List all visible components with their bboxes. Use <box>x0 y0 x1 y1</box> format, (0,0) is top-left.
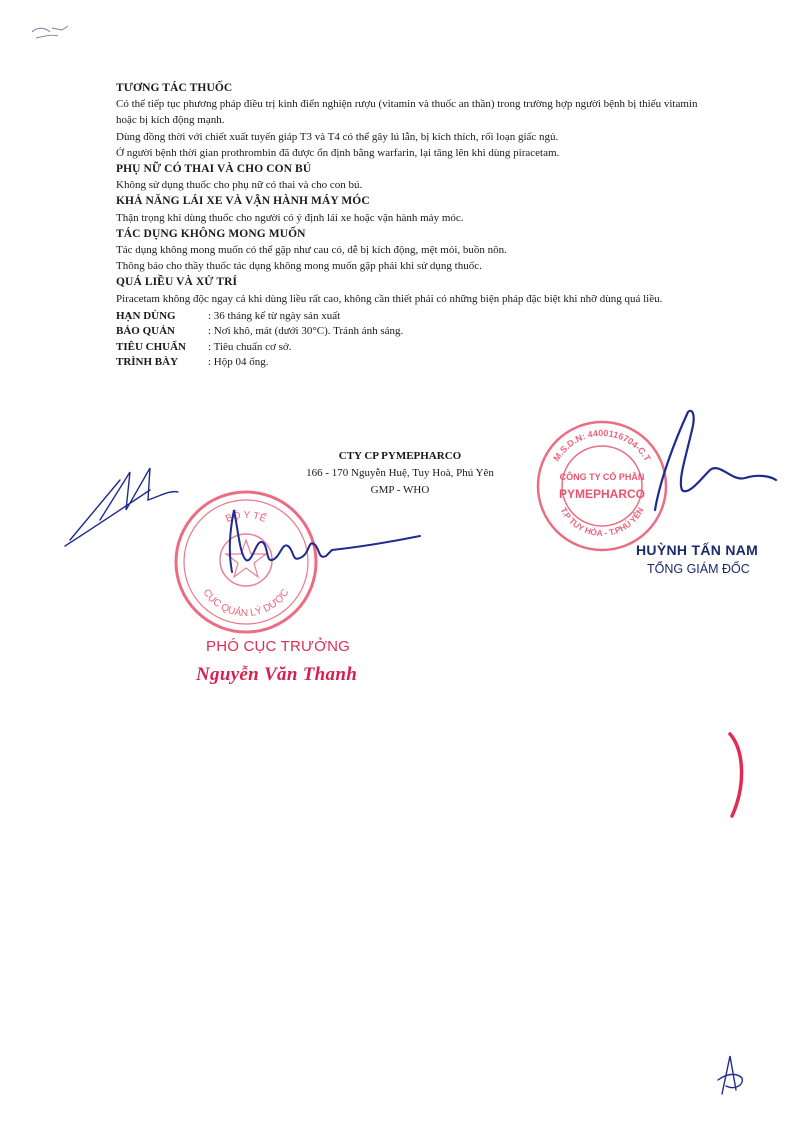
red-edge-mark <box>722 730 752 820</box>
spec-value: : Tiêu chuẩn cơ sở. <box>208 340 292 353</box>
company-stamp-line2: PYMEPHARCO <box>558 487 646 501</box>
section-overdose <box>116 274 701 306</box>
paragraph: Dùng đồng thời với chiết xuất tuyến giáp T3 và T4 có thể gây lú lẫn, bị kích thích, rối loạn giấc ngủ. <box>116 130 559 143</box>
corner-scribble <box>28 20 78 50</box>
company-stamp-ring-text: M.S.D.N: 4400116704-C.T <box>551 427 653 464</box>
section-pregnancy <box>116 161 701 193</box>
paragraph: Có thể tiếp tục phương pháp điều trị kinh điển nghiện rượu (vitamin và thuốc an thần) trong trường hợp người bệnh bị thiếu vitamin hoặc bị kích động mạnh. <box>116 98 698 127</box>
section-heading: KHẢ NĂNG LÁI XE VÀ VẬN HÀNH MÁY MÓC <box>116 195 370 208</box>
spec-label: TRÌNH BÀY <box>116 356 179 369</box>
ministry-stamp-top-text: BỘ Y TẾ <box>224 509 268 525</box>
paragraph: Thận trọng khi dùng thuốc cho người có ý định lái xe hoặc vận hành máy móc. <box>116 211 464 224</box>
section-heading: PHỤ NỮ CÓ THAI VÀ CHO CON BÚ <box>116 163 312 176</box>
spec-value: : Nơi khô, mát (dưới 30°C). Tránh ánh sáng. <box>208 325 404 338</box>
ministry-stamp-bottom-text: CỤC QUẢN LÝ DƯỢC <box>200 587 292 620</box>
spec-row <box>116 324 701 340</box>
spec-row <box>116 355 701 371</box>
spec-row <box>116 309 701 325</box>
director-name: HUỲNH TẤN NAM <box>636 542 759 558</box>
company-stamp-line1: CÔNG TY CỔ PHẦN <box>559 472 645 482</box>
spec-label: TIÊU CHUẨN <box>116 340 186 353</box>
deputy-name: Nguyễn Văn Thanh <box>196 664 358 685</box>
section-drug-interactions <box>116 80 701 161</box>
section-heading: TƯƠNG TÁC THUỐC <box>116 82 233 94</box>
section-driving <box>116 193 701 225</box>
spec-value: : 36 tháng kể từ ngày sản xuất <box>208 309 341 322</box>
svg-text:CỤC QUẢN LÝ DƯỢC <box>201 587 292 619</box>
section-side-effects <box>116 226 701 275</box>
specs-list <box>116 309 701 371</box>
director-signature <box>560 400 780 520</box>
left-scribble-signature <box>60 460 200 550</box>
company-address: 166 - 170 Nguyễn Huệ, Tuy Hoà, Phú Yên <box>306 467 494 479</box>
spec-label: BẢO QUẢN <box>116 325 175 338</box>
company-certification: GMP - WHO <box>370 484 430 496</box>
paragraph: Piracetam không độc ngay cả khi dùng liều rất cao, không cần thiết phải có những biện pháp đặc biệt khi nhỡ dùng quá liều. <box>116 292 663 305</box>
paragraph: Ở người bệnh thời gian prothrombin đã được ổn định bằng warfarin, lại tăng lên khi dùng piracetam. <box>116 146 560 159</box>
section-heading: TÁC DỤNG KHÔNG MONG MUỐN <box>116 227 306 240</box>
company-stamp-bottom-text: T.P TUY HÒA - T.PHÚ YÊN <box>558 505 646 539</box>
initials-mark <box>708 1050 748 1098</box>
spec-value: : Hộp 04 ống. <box>208 356 269 369</box>
section-heading: QUÁ LIỀU VÀ XỬ TRÍ <box>116 276 238 289</box>
company-name: CTY CP PYMEPHARCO <box>338 450 462 462</box>
deputy-title: PHÓ CỤC TRƯỞNG <box>206 638 351 655</box>
spec-label: HẠN DÙNG <box>116 309 176 322</box>
director-title: TỔNG GIÁM ĐỐC <box>647 562 750 576</box>
spec-row <box>116 340 701 356</box>
deputy-signature <box>210 500 430 580</box>
paragraph: Không sử dụng thuốc cho phụ nữ có thai và cho con bú. <box>116 179 363 192</box>
paragraph: Tác dụng không mong muốn có thể gặp như cau có, dễ bị kích động, mệt mỏi, buồn nôn. <box>116 244 507 257</box>
paragraph: Thông báo cho thầy thuốc tác dụng không mong muốn gặp phải khi sử dụng thuốc. <box>116 260 482 273</box>
document-body <box>116 80 701 371</box>
